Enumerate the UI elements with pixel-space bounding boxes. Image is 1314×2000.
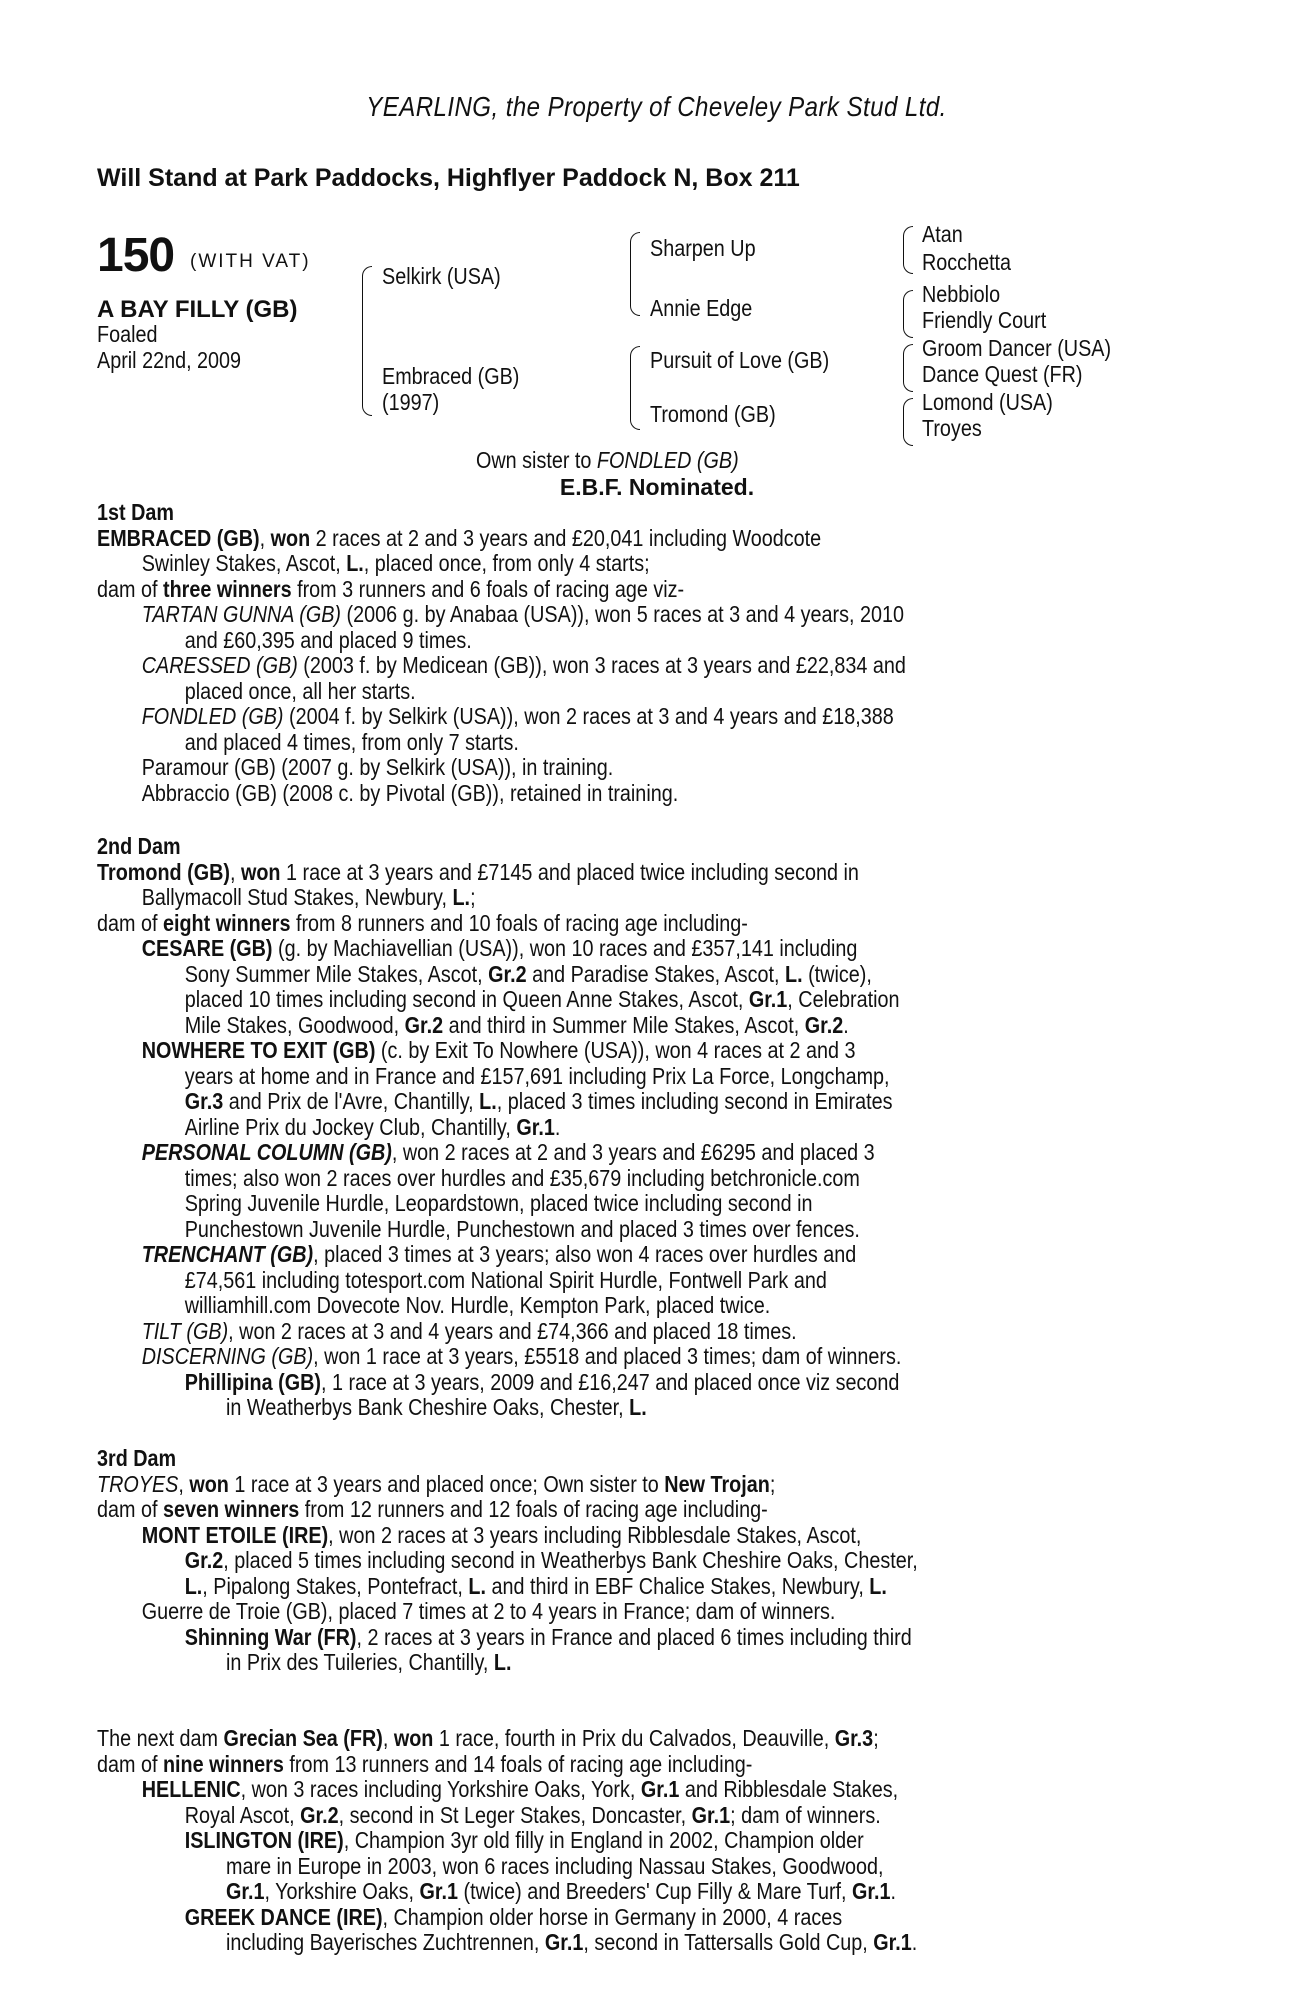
pedigree-bracket-ss bbox=[903, 226, 913, 274]
produce-tartan-gunna: TARTAN GUNNA (GB) (2006 g. by Anabaa (USA)), won 5 races at 3 and 4 years, 2010 bbox=[141, 601, 904, 627]
produce-islington: ISLINGTON (IRE), Champion 3yr old filly in England in 2002, Champion older bbox=[184, 1827, 864, 1853]
third-dam-line-1: TROYES, won 1 race at 3 years and placed once; Own sister to New Trojan; bbox=[97, 1470, 776, 1497]
third-dam-section bbox=[97, 1446, 1217, 1676]
produce-guerre-de-troie: Guerre de Troie (GB), placed 7 times at 2 to 4 years in France; dam of winners. bbox=[141, 1598, 836, 1624]
produce-shinning-war-l2: in Prix des Tuileries, Chantilly, L. bbox=[226, 1649, 512, 1675]
produce-trenchant-l2: £74,561 including totesport.com National Spirit Hurdle, Fontwell Park and bbox=[184, 1266, 827, 1293]
foaled-label: Foaled bbox=[97, 321, 158, 347]
produce-personal-column-l2: times; also won 2 races over hurdles and £35,679 including betchronicle.com bbox=[184, 1164, 860, 1191]
pedigree-ssd: Rocchetta bbox=[922, 249, 1012, 275]
pedigree-bracket-sd bbox=[903, 290, 913, 338]
lot-name: A BAY FILLY (GB) bbox=[97, 296, 298, 323]
stand-location: Will Stand at Park Paddocks, Highflyer Paddock N, Box 211 bbox=[97, 164, 800, 192]
produce-nowhere-to-exit-l2: years at home and in France and £157,691 including Prix La Force, Longchamp, bbox=[184, 1062, 890, 1089]
first-dam-section bbox=[97, 500, 1217, 806]
pedigree-bracket-ds bbox=[903, 344, 913, 392]
pedigree-sss: Atan bbox=[922, 221, 963, 247]
produce-trenchant-l3: williamhill.com Dovecote Nov. Hurdle, Kempton Park, placed twice. bbox=[184, 1292, 771, 1318]
produce-shinning-war: Shinning War (FR), 2 races at 3 years in France and placed 6 times including third bbox=[184, 1623, 912, 1650]
next-dam-line-1: The next dam Grecian Sea (FR), won 1 race, fourth in Prix du Calvados, Deauville, Gr.3; bbox=[97, 1725, 879, 1751]
produce-abbraccio: Abbraccio (GB) (2008 c. by Pivotal (GB)), retained in training. bbox=[141, 779, 679, 806]
produce-greek-dance-l2: including Bayerisches Zuchtrennen, Gr.1, second in Tattersalls Gold Cup, Gr.1. bbox=[226, 1929, 918, 1955]
produce-caressed: CARESSED (GB) (2003 f. by Medicean (GB)), won 3 races at 3 years and £22,834 and bbox=[141, 652, 906, 678]
pedigree-dd: Tromond (GB) bbox=[650, 401, 776, 427]
produce-mont-etoile-l3: L., Pipalong Stakes, Pontefract, L. and third in EBF Chalice Stakes, Newbury, L. bbox=[184, 1572, 887, 1599]
pedigree-bracket-dam bbox=[630, 346, 640, 430]
pedigree-bracket-dd bbox=[903, 398, 913, 446]
produce-trenchant: TRENCHANT (GB), placed 3 times at 3 years; also won 4 races over hurdles and bbox=[141, 1241, 857, 1267]
produce-greek-dance: GREEK DANCE (IRE), Champion older horse in Germany in 2000, 4 races bbox=[184, 1903, 843, 1930]
produce-cesare-l3: placed 10 times including second in Queen Anne Stakes, Ascot, Gr.1, Celebration bbox=[184, 986, 900, 1012]
first-dam-line-3: dam of three winners from 3 runners and 6 foals of racing age viz- bbox=[97, 575, 685, 602]
vat-note: (WITH VAT) bbox=[190, 251, 311, 272]
produce-paramour: Paramour (GB) (2007 g. by Selkirk (USA)), in training. bbox=[141, 754, 614, 780]
second-dam-heading: 2nd Dam bbox=[97, 833, 181, 859]
produce-personal-column-l4: Punchestown Juvenile Hurdle, Punchestown and placed 3 times over fences. bbox=[184, 1215, 860, 1242]
produce-hellenic: HELLENIC, won 3 races including Yorkshire Oaks, York, Gr.1 and Ribblesdale Stakes, bbox=[141, 1776, 899, 1802]
pedigree-ds: Pursuit of Love (GB) bbox=[650, 347, 830, 373]
produce-mont-etoile: MONT ETOILE (IRE), won 2 races at 3 years including Ribblesdale Stakes, Ascot, bbox=[141, 1521, 862, 1548]
pedigree-sdd: Friendly Court bbox=[922, 307, 1047, 333]
produce-islington-l3: Gr.1, Yorkshire Oaks, Gr.1 (twice) and Breeders' Cup Filly & Mare Turf, Gr.1. bbox=[226, 1878, 897, 1904]
second-dam-line-3: dam of eight winners from 8 runners and 10 foals of racing age including- bbox=[97, 909, 748, 936]
second-dam-line-2: Ballymacoll Stud Stakes, Newbury, L.; bbox=[141, 884, 476, 910]
pedigree-dam: Embraced (GB) bbox=[382, 363, 520, 389]
third-dam-line-2: dam of seven winners from 12 runners and 12 foals of racing age including- bbox=[97, 1496, 768, 1522]
page-title-text: YEARLING, the Property of Cheveley Park Stud Ltd. bbox=[366, 91, 948, 122]
pedigree-dss: Groom Dancer (USA) bbox=[922, 335, 1112, 361]
pedigree-ss: Sharpen Up bbox=[650, 235, 756, 261]
next-dam-line-2: dam of nine winners from 13 runners and 14 foals of racing age including- bbox=[97, 1750, 753, 1777]
produce-islington-l2: mare in Europe in 2003, won 6 races including Nassau Stakes, Goodwood, bbox=[226, 1852, 884, 1879]
first-dam-line-1: EMBRACED (GB), won 2 races at 2 and 3 years and £20,041 including Woodcote bbox=[97, 524, 822, 551]
produce-nowhere-to-exit: NOWHERE TO EXIT (GB) (c. by Exit To Nowhere (USA)), won 4 races at 2 and 3 bbox=[141, 1037, 856, 1063]
pedigree-dds: Lomond (USA) bbox=[922, 389, 1053, 415]
produce-mont-etoile-l2: Gr.2, placed 5 times including second in Weatherbys Bank Cheshire Oaks, Chester, bbox=[184, 1547, 918, 1573]
produce-caressed-cont: placed once, all her starts. bbox=[184, 677, 416, 704]
pedigree-dsd: Dance Quest (FR) bbox=[922, 361, 1083, 387]
lot-number: 150 bbox=[97, 229, 175, 282]
produce-personal-column-l3: Spring Juvenile Hurdle, Leopardstown, placed twice including second in bbox=[184, 1190, 813, 1216]
produce-cesare: CESARE (GB) (g. by Machiavellian (USA)), won 10 races and £357,141 including bbox=[141, 935, 858, 961]
produce-hellenic-l2: Royal Ascot, Gr.2, second in St Leger Stakes, Doncaster, Gr.1; dam of winners. bbox=[184, 1801, 881, 1828]
second-dam-line-1: Tromond (GB), won 1 race at 3 years and £7145 and placed twice including second in bbox=[97, 858, 859, 885]
produce-nowhere-to-exit-l4: Airline Prix du Jockey Club, Chantilly, Gr.1. bbox=[184, 1113, 561, 1140]
produce-personal-column: PERSONAL COLUMN (GB), won 2 races at 2 and 3 years and £6295 and placed 3 bbox=[141, 1139, 875, 1165]
pedigree-sd: Annie Edge bbox=[650, 295, 753, 321]
produce-nowhere-to-exit-l3: Gr.3 and Prix de l'Avre, Chantilly, L., placed 3 times including second in Emirates bbox=[184, 1088, 893, 1114]
pedigree-sds: Nebbiolo bbox=[922, 281, 1001, 307]
pedigree-bracket-sire bbox=[630, 232, 640, 316]
ebf-note: E.B.F. Nominated. bbox=[559, 474, 755, 500]
produce-fondled-cont: and placed 4 times, from only 7 starts. bbox=[184, 728, 519, 755]
pedigree-ddd: Troyes bbox=[922, 415, 982, 441]
produce-discerning: DISCERNING (GB), won 1 race at 3 years, £5518 and placed 3 times; dam of winners. bbox=[141, 1343, 902, 1369]
produce-phillipina-l2: in Weatherbys Bank Cheshire Oaks, Chester, L. bbox=[226, 1394, 647, 1420]
produce-tartan-gunna-cont: and £60,395 and placed 9 times. bbox=[184, 626, 472, 653]
produce-cesare-l4: Mile Stakes, Goodwood, Gr.2 and third in Summer Mile Stakes, Ascot, Gr.2. bbox=[184, 1011, 849, 1038]
own-sister-prefix: Own sister to bbox=[476, 447, 592, 473]
pedigree-bracket-main bbox=[362, 266, 372, 416]
pedigree-dam-year: (1997) bbox=[382, 389, 440, 415]
produce-phillipina: Phillipina (GB), 1 race at 3 years, 2009 and £16,247 and placed once viz second bbox=[184, 1368, 900, 1395]
first-dam-line-2: Swinley Stakes, Ascot, L., placed once, from only 4 starts; bbox=[141, 550, 650, 576]
produce-fondled: FONDLED (GB) (2004 f. by Selkirk (USA)), won 2 races at 3 and 4 years and £18,388 bbox=[141, 703, 894, 729]
produce-tilt: TILT (GB), won 2 races at 3 and 4 years and £74,366 and placed 18 times. bbox=[141, 1317, 797, 1344]
page-title bbox=[0, 91, 1314, 122]
next-dam-section bbox=[97, 1726, 1217, 1956]
own-sister-name: FONDLED (GB) bbox=[596, 447, 739, 473]
own-sister-note bbox=[476, 448, 739, 474]
second-dam-section bbox=[97, 834, 1217, 1421]
produce-cesare-l2: Sony Summer Mile Stakes, Ascot, Gr.2 and Paradise Stakes, Ascot, L. (twice), bbox=[184, 960, 872, 987]
first-dam-heading: 1st Dam bbox=[97, 499, 174, 525]
pedigree-sire: Selkirk (USA) bbox=[382, 263, 501, 289]
foaled-date: April 22nd, 2009 bbox=[97, 347, 242, 373]
third-dam-heading: 3rd Dam bbox=[97, 1445, 177, 1471]
